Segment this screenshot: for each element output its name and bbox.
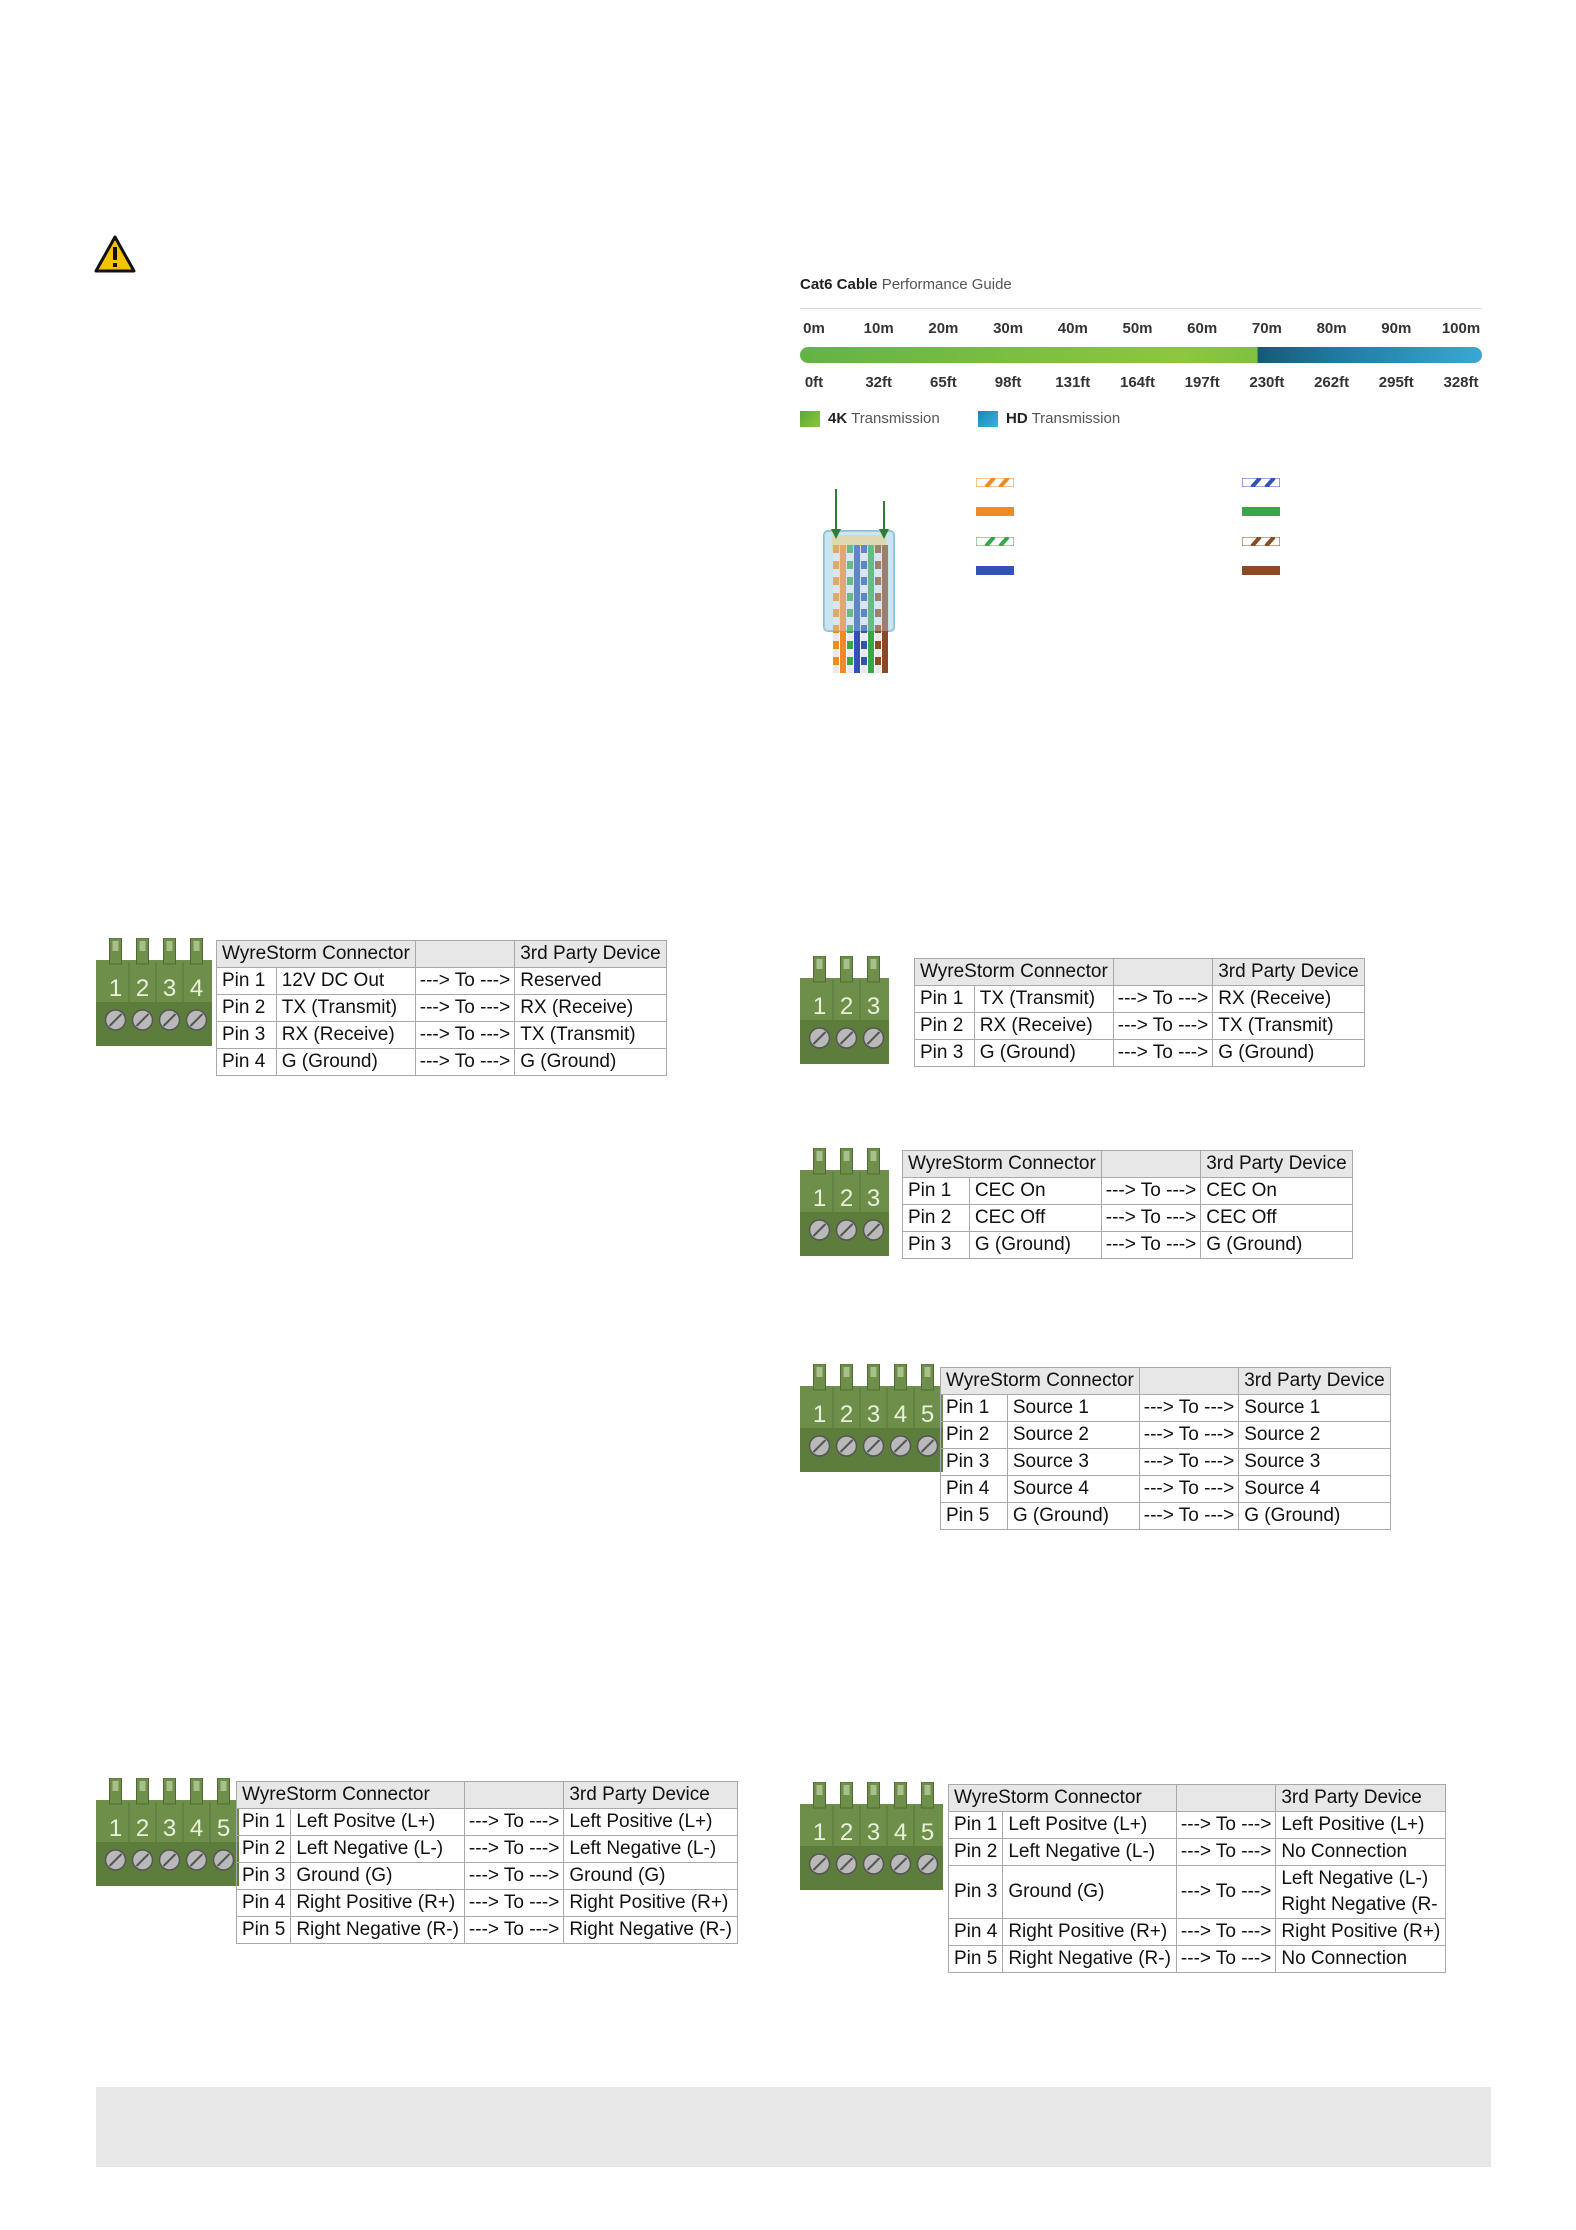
meter-tick: 80m xyxy=(1316,320,1347,337)
pin-number: 2 xyxy=(839,1819,854,1846)
pin-cell: Pin 1 xyxy=(237,1809,291,1836)
meter-tick: 20m xyxy=(928,320,959,337)
footer-bar xyxy=(96,2087,1491,2167)
pin-cell: Pin 5 xyxy=(949,1946,1003,1973)
pin-number: 2 xyxy=(839,1185,854,1212)
device-cell: Left Positive (L+) xyxy=(1276,1812,1446,1839)
table-row xyxy=(217,995,667,1022)
wyrestorm-cell: TX (Transmit) xyxy=(974,986,1113,1013)
device-cell: Ground (G) xyxy=(564,1863,738,1890)
table-row xyxy=(217,1022,667,1049)
arrow-cell: ---> To ---> xyxy=(415,968,514,995)
arrow-cell: ---> To ---> xyxy=(1139,1449,1238,1476)
header-blank xyxy=(415,941,514,968)
warning-icon xyxy=(94,235,136,273)
arrow-cell: ---> To ---> xyxy=(464,1890,563,1917)
header-wyrestorm: WyreStorm Connector xyxy=(915,959,1114,986)
device-cell: Reserved xyxy=(515,968,666,995)
header-wyrestorm: WyreStorm Connector xyxy=(903,1151,1102,1178)
legend-hd-bold: HD xyxy=(1006,410,1028,427)
terminal-block-3pin-cec xyxy=(800,1148,889,1256)
device-cell: Right Positive (R+) xyxy=(1276,1919,1446,1946)
header-wyrestorm: WyreStorm Connector xyxy=(217,941,416,968)
wyrestorm-cell: Source 2 xyxy=(1007,1422,1139,1449)
table-row xyxy=(237,1890,738,1917)
meter-tick: 10m xyxy=(863,320,894,337)
table-row xyxy=(915,986,1365,1013)
feet-tick: 98ft xyxy=(994,374,1022,391)
header-wyrestorm: WyreStorm Connector xyxy=(941,1368,1140,1395)
arrow-cell: ---> To ---> xyxy=(464,1863,563,1890)
table-header-row xyxy=(237,1782,738,1809)
meter-tick: 70m xyxy=(1251,320,1282,337)
table-row xyxy=(949,1866,1446,1919)
device-cell: RX (Receive) xyxy=(515,995,666,1022)
table-header-row xyxy=(903,1151,1353,1178)
device-cell-line: Right Negative (R- xyxy=(1281,1894,1438,1915)
meter-tick: 90m xyxy=(1381,320,1412,337)
legend-4k-bold: 4K xyxy=(828,410,848,427)
header-blank xyxy=(464,1782,563,1809)
device-cell: No Connection xyxy=(1276,1839,1446,1866)
pin-number: 2 xyxy=(839,993,854,1020)
arrow-cell: ---> To ---> xyxy=(1176,1946,1275,1973)
feet-tick: 262ft xyxy=(1314,374,1350,391)
pin-number: 1 xyxy=(108,975,123,1002)
pin-cell: Pin 5 xyxy=(941,1503,1008,1530)
device-cell: Source 2 xyxy=(1239,1422,1390,1449)
arrow-cell: ---> To ---> xyxy=(1113,986,1212,1013)
arrow-cell: ---> To ---> xyxy=(1101,1232,1200,1259)
terminal-block-4pin xyxy=(96,938,212,1046)
device-cell: Left Negative (L-) xyxy=(564,1836,738,1863)
header-third-party: 3rd Party Device xyxy=(1201,1151,1352,1178)
arrow-cell: ---> To ---> xyxy=(1139,1395,1238,1422)
arrow-cell: ---> To ---> xyxy=(1101,1205,1200,1232)
device-cell: Right Negative (R-) xyxy=(564,1917,738,1944)
pin-cell: Pin 3 xyxy=(941,1449,1008,1476)
wyrestorm-cell: Source 3 xyxy=(1007,1449,1139,1476)
header-blank xyxy=(1113,959,1212,986)
arrow-cell: ---> To ---> xyxy=(1139,1422,1238,1449)
pin-cell: Pin 1 xyxy=(915,986,975,1013)
feet-tick: 131ft xyxy=(1055,374,1091,391)
arrow-cell: ---> To ---> xyxy=(1176,1839,1275,1866)
device-cell: TX (Transmit) xyxy=(515,1022,666,1049)
wyrestorm-cell: Left Negative (L-) xyxy=(291,1836,465,1863)
meter-tick: 0m xyxy=(803,320,825,337)
device-cell: CEC Off xyxy=(1201,1205,1352,1232)
feet-tick: 230ft xyxy=(1249,374,1285,391)
arrow-cell: ---> To ---> xyxy=(415,1049,514,1076)
table-row xyxy=(949,1839,1446,1866)
legend-4k-rest: Transmission xyxy=(847,410,940,427)
arrow-cell: ---> To ---> xyxy=(464,1836,563,1863)
header-third-party: 3rd Party Device xyxy=(1276,1785,1446,1812)
header-third-party: 3rd Party Device xyxy=(1213,959,1364,986)
pin-cell: Pin 2 xyxy=(237,1836,291,1863)
table-header-row xyxy=(217,941,667,968)
pin-cell: Pin 2 xyxy=(941,1422,1008,1449)
wyrestorm-cell: RX (Receive) xyxy=(276,1022,415,1049)
table-row xyxy=(941,1395,1391,1422)
pin-number: 4 xyxy=(893,1819,908,1846)
wyrestorm-cell: 12V DC Out xyxy=(276,968,415,995)
pin-number: 4 xyxy=(189,1815,204,1842)
device-cell: G (Ground) xyxy=(1213,1040,1364,1067)
arrow-cell: ---> To ---> xyxy=(1176,1919,1275,1946)
pin-number: 3 xyxy=(866,1401,881,1428)
header-third-party: 3rd Party Device xyxy=(564,1782,738,1809)
device-cell: Left Positive (L+) xyxy=(564,1809,738,1836)
legend-hd xyxy=(978,410,1120,427)
pin-cell: Pin 3 xyxy=(903,1232,970,1259)
cec-pinout-table xyxy=(902,1150,1353,1259)
wyrestorm-cell: Left Positve (L+) xyxy=(1003,1812,1177,1839)
pin-cell: Pin 3 xyxy=(949,1866,1003,1919)
pin-number: 4 xyxy=(893,1401,908,1428)
pin-number: 3 xyxy=(162,1815,177,1842)
device-cell: G (Ground) xyxy=(1201,1232,1352,1259)
table-header-row xyxy=(949,1785,1446,1812)
arrow-cell: ---> To ---> xyxy=(1176,1866,1275,1919)
pin-cell: Pin 1 xyxy=(941,1395,1008,1422)
table-row xyxy=(941,1422,1391,1449)
table-row xyxy=(941,1503,1391,1530)
wyrestorm-cell: Right Negative (R-) xyxy=(291,1917,465,1944)
pin-cell: Pin 5 xyxy=(237,1917,291,1944)
terminal-block-5pin-audio-right xyxy=(800,1782,943,1890)
header-wyrestorm: WyreStorm Connector xyxy=(237,1782,465,1809)
wyrestorm-cell: Ground (G) xyxy=(291,1863,465,1890)
pin-cell: Pin 2 xyxy=(915,1013,975,1040)
wyrestorm-cell: TX (Transmit) xyxy=(276,995,415,1022)
device-cell: G (Ground) xyxy=(1239,1503,1390,1530)
pin-number: 1 xyxy=(812,993,827,1020)
wyrestorm-cell: Source 1 xyxy=(1007,1395,1139,1422)
feet-tick: 0ft xyxy=(804,374,824,391)
arrow-cell: ---> To ---> xyxy=(1113,1013,1212,1040)
device-cell: RX (Receive) xyxy=(1213,986,1364,1013)
arrow-cell: ---> To ---> xyxy=(464,1917,563,1944)
pin-number: 3 xyxy=(866,1185,881,1212)
wire-white-brown xyxy=(1242,537,1280,546)
wire-green xyxy=(1242,507,1280,516)
table-row xyxy=(915,1040,1365,1067)
pin-number: 1 xyxy=(812,1401,827,1428)
pin-number: 1 xyxy=(812,1819,827,1846)
performance-bar xyxy=(800,347,1482,363)
guide-divider xyxy=(800,308,1482,309)
pin-number: 3 xyxy=(866,1819,881,1846)
cable-guide-title-bold: Cat6 Cable xyxy=(800,276,878,293)
meter-tick: 40m xyxy=(1057,320,1088,337)
pin-cell: Pin 2 xyxy=(949,1839,1003,1866)
pin-cell: Pin 2 xyxy=(217,995,277,1022)
wire-brown xyxy=(1242,566,1280,575)
pin-number: 4 xyxy=(189,975,204,1002)
pin-number: 5 xyxy=(920,1819,935,1846)
wyrestorm-cell: CEC Off xyxy=(969,1205,1101,1232)
pin-cell: Pin 3 xyxy=(217,1022,277,1049)
table-row xyxy=(237,1863,738,1890)
device-cell-line: Left Negative (L-) xyxy=(1281,1868,1429,1889)
table-row xyxy=(949,1946,1446,1973)
feet-tick: 197ft xyxy=(1184,374,1220,391)
audio-mono-pinout-table xyxy=(948,1784,1446,1973)
terminal-block-3pin-rs232 xyxy=(800,956,889,1064)
table-row xyxy=(217,968,667,995)
arrow-cell: ---> To ---> xyxy=(1139,1476,1238,1503)
arrow-cell: ---> To ---> xyxy=(464,1809,563,1836)
arrow-cell: ---> To ---> xyxy=(1101,1178,1200,1205)
table-header-row xyxy=(915,959,1365,986)
table-row xyxy=(903,1178,1353,1205)
device-cell: Source 1 xyxy=(1239,1395,1390,1422)
terminal-block-5pin-sources xyxy=(800,1364,943,1472)
pin-number: 2 xyxy=(135,1815,150,1842)
device-cell: No Connection xyxy=(1276,1946,1446,1973)
device-cell xyxy=(1276,1866,1446,1919)
pin-number: 5 xyxy=(216,1815,231,1842)
arrow-cell: ---> To ---> xyxy=(1176,1812,1275,1839)
wire-orange xyxy=(976,507,1014,516)
legend-4k-swatch xyxy=(800,411,820,427)
wire-blue xyxy=(976,566,1014,575)
feet-tick: 328ft xyxy=(1443,374,1479,391)
rs232-pinout-table xyxy=(914,958,1365,1067)
pin-number: 3 xyxy=(866,993,881,1020)
feet-tick: 65ft xyxy=(930,374,957,391)
pin-cell: Pin 4 xyxy=(949,1919,1003,1946)
pin-cell: Pin 1 xyxy=(903,1178,970,1205)
pin-number: 2 xyxy=(135,975,150,1002)
header-third-party: 3rd Party Device xyxy=(515,941,666,968)
wyrestorm-cell: Right Positive (R+) xyxy=(291,1890,465,1917)
pin-cell: Pin 1 xyxy=(217,968,277,995)
pin-number: 2 xyxy=(839,1401,854,1428)
wyrestorm-cell: Left Negative (L-) xyxy=(1003,1839,1177,1866)
ir-pinout-table xyxy=(216,940,667,1076)
wire-white-green xyxy=(976,537,1014,546)
table-row xyxy=(941,1476,1391,1503)
cable-guide-title xyxy=(800,276,1012,293)
pin-cell: Pin 4 xyxy=(237,1890,291,1917)
wire-white-blue xyxy=(1242,478,1280,487)
device-cell: G (Ground) xyxy=(515,1049,666,1076)
cable-guide-title-rest: Performance Guide xyxy=(877,276,1012,293)
wyrestorm-cell: Source 4 xyxy=(1007,1476,1139,1503)
feet-tick: 295ft xyxy=(1378,374,1414,391)
terminal-block-5pin-audio-left xyxy=(96,1778,239,1886)
table-row xyxy=(217,1049,667,1076)
table-row xyxy=(903,1205,1353,1232)
pin-cell: Pin 3 xyxy=(237,1863,291,1890)
wyrestorm-cell: CEC On xyxy=(969,1178,1101,1205)
legend-hd-swatch xyxy=(978,411,998,427)
arrow-cell: ---> To ---> xyxy=(415,995,514,1022)
pin-number: 1 xyxy=(812,1185,827,1212)
wyrestorm-cell: G (Ground) xyxy=(974,1040,1113,1067)
sources-pinout-table xyxy=(940,1367,1391,1530)
pin-cell: Pin 3 xyxy=(915,1040,975,1067)
table-header-row xyxy=(941,1368,1391,1395)
wyrestorm-cell: Ground (G) xyxy=(1003,1866,1177,1919)
wyrestorm-cell: Left Positve (L+) xyxy=(291,1809,465,1836)
legend-hd-rest: Transmission xyxy=(1027,410,1121,427)
arrow-cell: ---> To ---> xyxy=(1113,1040,1212,1067)
wyrestorm-cell: G (Ground) xyxy=(1007,1503,1139,1530)
pin-number: 3 xyxy=(162,975,177,1002)
device-cell: Source 3 xyxy=(1239,1449,1390,1476)
wire-white-orange xyxy=(976,478,1014,487)
table-row xyxy=(903,1232,1353,1259)
meter-tick: 30m xyxy=(993,320,1024,337)
header-blank xyxy=(1101,1151,1200,1178)
header-blank xyxy=(1176,1785,1275,1812)
header-blank xyxy=(1139,1368,1238,1395)
wyrestorm-cell: RX (Receive) xyxy=(974,1013,1113,1040)
pin-cell: Pin 2 xyxy=(903,1205,970,1232)
meter-tick: 50m xyxy=(1122,320,1153,337)
wyrestorm-cell: Right Negative (R-) xyxy=(1003,1946,1177,1973)
feet-tick: 164ft xyxy=(1119,374,1156,391)
header-wyrestorm: WyreStorm Connector xyxy=(949,1785,1177,1812)
table-row xyxy=(941,1449,1391,1476)
table-row xyxy=(237,1917,738,1944)
wyrestorm-cell: G (Ground) xyxy=(969,1232,1101,1259)
device-cell: Right Positive (R+) xyxy=(564,1890,738,1917)
header-third-party: 3rd Party Device xyxy=(1239,1368,1390,1395)
arrow-cell: ---> To ---> xyxy=(1139,1503,1238,1530)
arrow-cell: ---> To ---> xyxy=(415,1022,514,1049)
table-row xyxy=(915,1013,1365,1040)
pin-cell: Pin 4 xyxy=(941,1476,1008,1503)
meter-tick: 100m xyxy=(1441,320,1481,337)
wyrestorm-cell: G (Ground) xyxy=(276,1049,415,1076)
device-cell: CEC On xyxy=(1201,1178,1352,1205)
device-cell: TX (Transmit) xyxy=(1213,1013,1364,1040)
table-row xyxy=(237,1809,738,1836)
rj45-connector-illustration xyxy=(820,485,900,675)
audio-stereo-pinout-table xyxy=(236,1781,738,1944)
pin-number: 1 xyxy=(108,1815,123,1842)
legend-4k xyxy=(800,410,940,427)
device-cell: Source 4 xyxy=(1239,1476,1390,1503)
pin-cell: Pin 4 xyxy=(217,1049,277,1076)
table-row xyxy=(949,1919,1446,1946)
wyrestorm-cell: Right Positive (R+) xyxy=(1003,1919,1177,1946)
table-row xyxy=(237,1836,738,1863)
pin-number: 5 xyxy=(920,1401,935,1428)
feet-tick: 32ft xyxy=(865,374,893,391)
meter-tick: 60m xyxy=(1187,320,1218,337)
table-row xyxy=(949,1812,1446,1839)
pin-cell: Pin 1 xyxy=(949,1812,1003,1839)
